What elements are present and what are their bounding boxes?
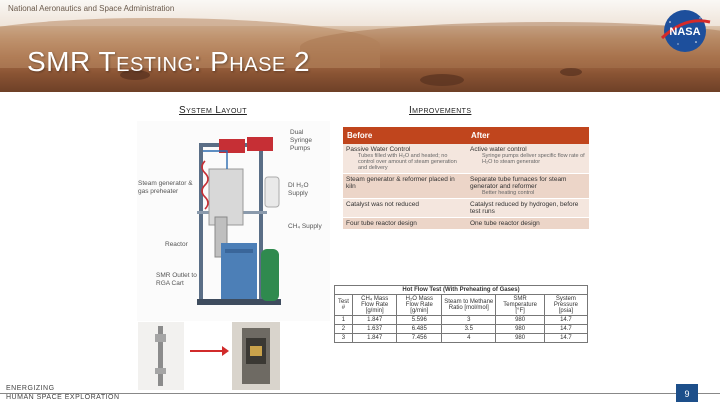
table-cell: 5.596 (397, 316, 442, 325)
nasa-logo (656, 8, 714, 54)
table-cell (467, 144, 589, 174)
footer-tagline: ENERGIZING (6, 385, 55, 392)
table-cell: 6.485 (397, 325, 442, 334)
page-title: SMR Testing: Phase 2 (27, 46, 311, 77)
page-number: 9 (676, 384, 698, 402)
table-cell: 3.5 (442, 325, 496, 334)
improvements-table (343, 127, 589, 230)
table-row (335, 316, 588, 325)
table-cell: 3 (335, 334, 353, 343)
cell-text: One tube reactor design (470, 220, 540, 227)
banner-rock (560, 68, 582, 76)
table-header: CH₄ Mass Flow Rate [g/min] (352, 295, 397, 316)
table-cell: 980 (496, 316, 544, 325)
agency-name: National Aeronautics and Space Administration (8, 4, 175, 13)
callout-steam-generator: Steam generator & gas preheater (138, 180, 193, 195)
arrow-right-icon (188, 344, 230, 358)
table-cell: 1 (335, 316, 353, 325)
hot-flow-table (334, 285, 588, 343)
table-cell: 2 (335, 325, 353, 334)
callout-reactor: Reactor (165, 241, 188, 248)
furnace-photo (232, 322, 280, 390)
table-row (335, 334, 588, 343)
callout-smr-outlet: SMR Outlet to RGA Cart (156, 272, 197, 287)
cell-text: Four tube reactor design (346, 220, 417, 227)
cell-text: Passive Water Control (346, 146, 411, 153)
table-header: SMR Temperature [°F] (496, 295, 544, 316)
table-cell (343, 199, 467, 218)
table-cell (467, 174, 589, 199)
table-cell: 1.637 (352, 325, 397, 334)
table-cell (343, 174, 467, 199)
cell-subtext: Syringe pumps deliver specific flow rate of H₂O to steam generator (482, 153, 585, 165)
cell-text: Steam generator & reformer placed in kiln (346, 176, 455, 190)
cell-text: Active water control (470, 146, 527, 153)
table-header: Test # (335, 295, 353, 316)
cell-text: Catalyst was not reduced (346, 201, 419, 208)
table-header: Steam to Methane Ratio [mol/mol] (442, 295, 496, 316)
table-cell: 14.7 (544, 325, 587, 334)
table-cell (343, 144, 467, 174)
header-banner (0, 0, 720, 92)
table-caption: Hot Flow Test (With Preheating of Gases) (335, 286, 588, 295)
table-header: After (467, 127, 589, 144)
table-cell: 980 (496, 325, 544, 334)
callout-syringe-pumps: Dual Syringe Pumps (290, 129, 313, 152)
footer-tagline: HUMAN SPACE EXPLORATION (6, 394, 120, 401)
table-cell: 4 (442, 334, 496, 343)
reactor-tube-photo (138, 322, 184, 390)
table-cell (467, 218, 589, 230)
logo-text: NASA (669, 26, 701, 38)
improvements-heading: Improvements (409, 105, 472, 116)
table-cell: 14.7 (544, 334, 587, 343)
table-cell: 7.456 (397, 334, 442, 343)
table-cell: 1.847 (352, 316, 397, 325)
table-cell: 980 (496, 334, 544, 343)
table-row (343, 199, 589, 218)
table-cell (467, 199, 589, 218)
table-header: H₂O Mass Flow Rate [g/min] (397, 295, 442, 316)
cell-subtext: Tubes filled with H₂O and heated; no control over amount of steam generation and delivery (358, 153, 457, 171)
table-row (343, 174, 589, 199)
table-header: System Pressure [psia] (544, 295, 587, 316)
table-cell: 14.7 (544, 316, 587, 325)
cell-subtext: Better heating control (482, 190, 535, 196)
cell-text: Separate tube furnaces for steam generator and reformer (470, 176, 567, 190)
banner-rock (420, 74, 464, 86)
table-cell (343, 218, 467, 230)
table-row (343, 144, 589, 174)
table-row (335, 325, 588, 334)
table-row (343, 218, 589, 230)
cell-text: Catalyst reduced by hydrogen, before test runs (470, 201, 579, 215)
table-cell: 3 (442, 316, 496, 325)
table-cell: 1.847 (352, 334, 397, 343)
callout-ch4-supply: CH₄ Supply (288, 223, 322, 230)
table-header: Before (343, 127, 467, 144)
footer (0, 383, 720, 405)
system-layout-heading: System Layout (179, 105, 247, 116)
callout-h2o-supply: DI H₂O Supply (288, 182, 309, 197)
